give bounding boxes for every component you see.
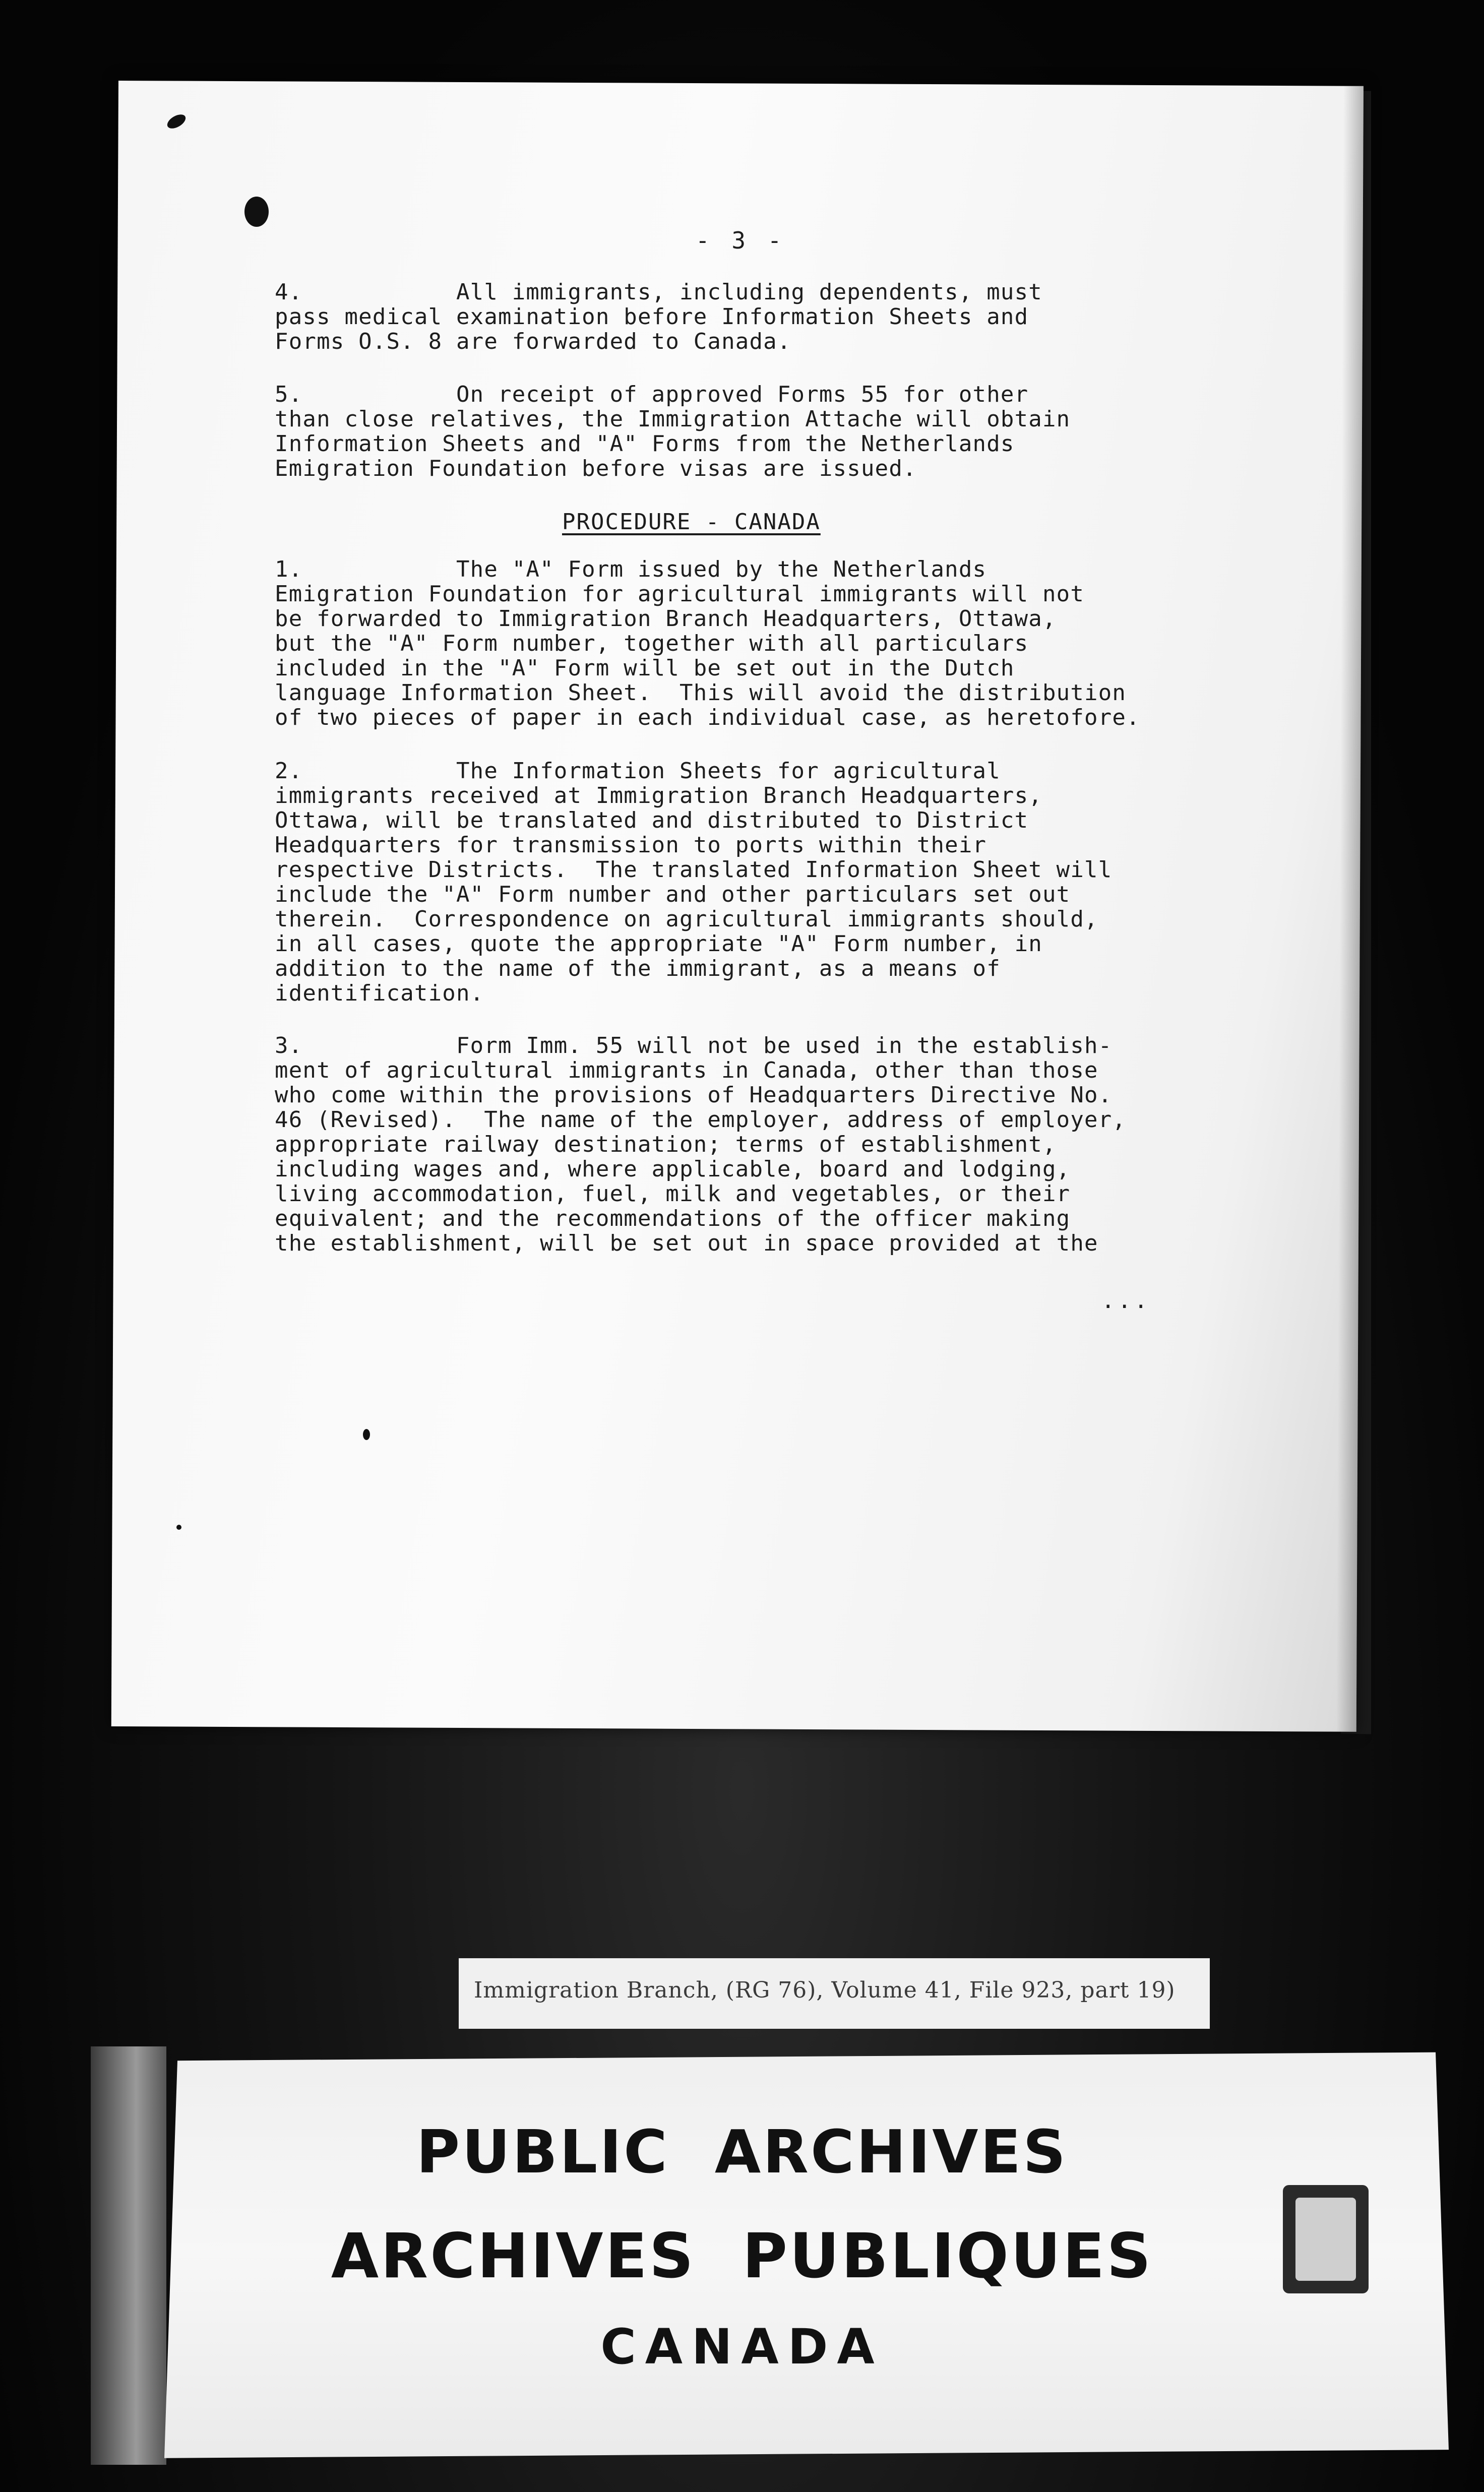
text-line: addition to the name of the immigrant, as a means of [275, 956, 1001, 981]
text-line: than close relatives, the Immigration Attache will obtain [275, 406, 1071, 432]
text-line: immigrants received at Immigration Branch Headquarters, [275, 783, 1042, 808]
archive-title-english: PUBLIC ARCHIVES [416, 2117, 1068, 2187]
text-line: language Information Sheet. This will avoid the distribution [275, 680, 1127, 706]
archive-title-french: ARCHIVES PUBLIQUES [331, 2220, 1153, 2292]
text-line: pass medical examination before Information Sheets and [275, 304, 1029, 330]
ink-speck [363, 1429, 370, 1440]
text-line: Ottawa, will be translated and distributed to District [275, 807, 1029, 833]
reference-label [459, 1958, 1210, 2029]
text-line: 46 (Revised). The name of the employer, address of employer, [275, 1107, 1127, 1133]
reference-label-text: Immigration Branch, (RG 76), Volume 41, File 923, part 19) [474, 1977, 1176, 2003]
paragraph-4 [275, 280, 1333, 354]
text-line: respective Districts. The translated Information Sheet will [275, 857, 1112, 883]
canada-paragraph-2 [275, 759, 1333, 1006]
section-heading: PROCEDURE - CANADA [562, 509, 821, 535]
text-line: living accommodation, fuel, milk and vegetables, or their [275, 1181, 1071, 1207]
text-line: therein. Correspondence on agricultural immigrants should, [275, 906, 1098, 932]
text-line: 1. The "A" Form issued by the Netherlands [275, 556, 987, 582]
page-number: - 3 - [696, 227, 786, 254]
continuation-marker: ... [1101, 1288, 1151, 1314]
text-line: Headquarters for transmission to ports within their [275, 832, 987, 858]
text-line: include the "A" Form number and other particulars set out [275, 882, 1071, 907]
text-line: 2. The Information Sheets for agricultural [275, 758, 1001, 784]
text-line: Emigration Foundation for agricultural immigrants will not [275, 581, 1085, 607]
paragraph-5 [275, 382, 1333, 481]
text-line: Information Sheets and "A" Forms from the Netherlands [275, 431, 1015, 457]
text-line: but the "A" Form number, together with all particulars [275, 631, 1029, 656]
ink-spot [244, 197, 269, 227]
text-line: Emigration Foundation before visas are issued. [275, 456, 917, 481]
text-line: 3. Form Imm. 55 will not be used in the establish- [275, 1033, 1112, 1058]
text-line: ment of agricultural immigrants in Canada, other than those [275, 1057, 1098, 1083]
text-line: Forms O.S. 8 are forwarded to Canada. [275, 329, 791, 354]
ink-speck [176, 1525, 181, 1530]
canada-paragraph-1 [275, 557, 1333, 730]
text-line: be forwarded to Immigration Branch Headquarters, Ottawa, [275, 606, 1057, 632]
text-line: equivalent; and the recommendations of the officer making [275, 1206, 1071, 1231]
text-line: included in the "A" Form will be set out in the Dutch [275, 655, 1015, 681]
canada-paragraph-3 [275, 1033, 1333, 1256]
text-line: appropriate railway destination; terms of establishment, [275, 1132, 1057, 1157]
text-line: 4. All immigrants, including dependents, must [275, 279, 1042, 305]
text-line: including wages and, where applicable, board and lodging, [275, 1156, 1071, 1182]
text-line: identification. [275, 980, 484, 1006]
text-line: of two pieces of paper in each individual case, as heretofore. [275, 705, 1140, 730]
text-line: 5. On receipt of approved Forms 55 for other [275, 382, 1029, 407]
text-line: who come within the provisions of Headquarters Directive No. [275, 1082, 1112, 1108]
text-line: the establishment, will be set out in space provided at the [275, 1230, 1098, 1256]
archive-country: CANADA [600, 2319, 884, 2375]
text-line: in all cases, quote the appropriate "A" Form number, in [275, 931, 1042, 957]
